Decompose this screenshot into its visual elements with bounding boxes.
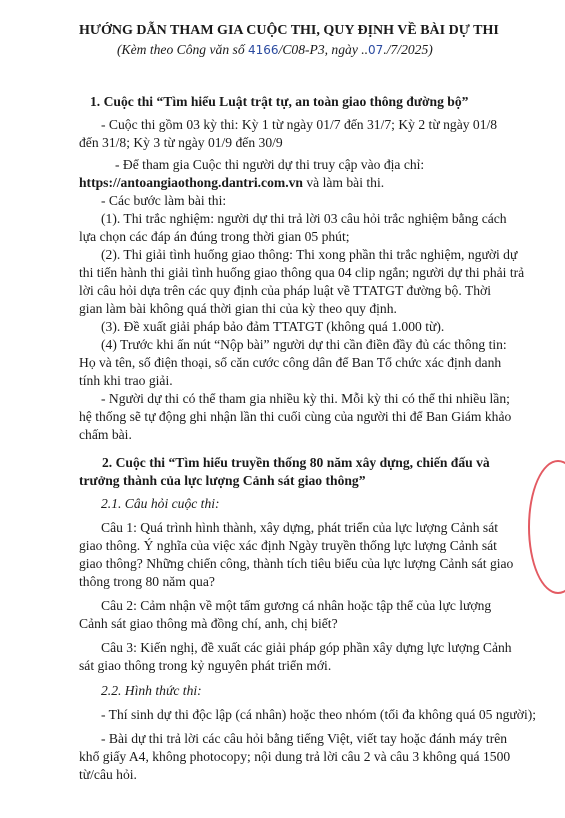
form-line: từ/câu hỏi. [79,767,137,782]
section1-line: gian làm bài không quá thời gian thi của kỳ theo quy định. [79,301,397,316]
question-line: giao thông? Những chiến công, thành tích tiêu biểu của lực lượng Cảnh sát giao [79,556,514,571]
section1-line: - Cuộc thi gồm 03 kỳ thi: Kỳ 1 từ ngày 01/7 đến 31/7; Kỳ 2 từ ngày 01/8 [101,117,498,132]
section1-url-suffix: và làm bài thi. [306,175,385,190]
section1-line: chấm bài. [79,427,132,442]
form-line: khổ giấy A4, không photocopy; nội dung trả lời câu 2 và câu 3 không quá 1500 [79,749,511,764]
question-line: Cảnh sát giao thông mà đồng chí, anh, chị biết? [79,616,338,631]
subtitle-prefix: (Kèm theo Công văn số [117,42,249,57]
section2-heading: 2. Cuộc thi “Tìm hiểu truyền thống 80 năm xây dựng, chiến đấu và [102,455,490,470]
question-line: thông trong 80 năm qua? [79,574,215,589]
section2-subheading: 2.1. Câu hỏi cuộc thi: [101,496,220,511]
form-line: - Thí sinh dự thi độc lập (cá nhân) hoặc theo nhóm (tối đa không quá 05 người); [101,707,537,722]
section1-line: hệ thống sẽ tự động ghi nhận lần thi cuối cùng của người thi để Ban Giám khảo [79,409,512,424]
section1-line: Họ và tên, số điện thoại, số căn cước công dân để Ban Tổ chức xác định danh [79,355,502,370]
section1-line: (3). Đề xuất giải pháp bảo đảm TTATGT (không quá 1.000 từ). [101,319,445,334]
subtitle-suffix: ./7/2025) [383,42,433,57]
section2-subheading: 2.2. Hình thức thi: [101,683,202,698]
section1-line: - Để tham gia Cuộc thi người dự thi truy cập vào địa chỉ: [115,157,425,172]
section1-heading: 1. Cuộc thi “Tìm hiểu Luật trật tự, an toàn giao thông đường bộ” [90,94,469,109]
document-title: HƯỚNG DẪN THAM GIA CUỘC THI, QUY ĐỊNH VỀ BÀI DỰ THI [79,23,499,38]
document-subtitle [117,42,433,58]
section1-line: - Người dự thi có thể tham gia nhiều kỳ thi. Mỗi kỳ thi có thể thi nhiều lần; [101,391,510,406]
section1-line: (1). Thi trắc nghiệm: người dự thi trả lời 03 câu hỏi trắc nghiệm bằng cách [101,211,507,226]
contest-url[interactable]: https://antoangiaothong.dantri.com.vn [79,175,303,190]
section1-url-line [79,175,384,191]
subtitle-mid: /C08-P3, ngày .. [278,42,369,57]
section1-line: thi tiến hành thi giải tình huống giao thông qua 04 clip ngắn; người dự thi phải trả [79,265,525,280]
question-line: Câu 3: Kiến nghị, đề xuất các giải pháp góp phần xây dựng lực lượng Cảnh [101,640,512,655]
section1-line: lời câu hỏi dựa trên các quy định của pháp luật về TTATGT đường bộ. Thời [79,283,491,298]
question-line: giao thông. Ý nghĩa của việc xác định Ngày truyền thống lực lượng Cảnh sát [79,538,497,553]
section1-line: (4) Trước khi ấn nút “Nộp bài” người dự thi cần điền đầy đủ các thông tin: [101,337,507,352]
handwritten-day: 07 [368,43,384,57]
handwritten-doc-number: 4166 [248,43,279,57]
question-line: Câu 1: Quá trình hình thành, xây dựng, phát triển của lực lượng Cảnh sát [101,520,498,535]
section1-line: - Các bước làm bài thi: [101,193,227,208]
question-line: sát giao thông trong kỷ nguyên phát triển mới. [79,658,332,673]
section2-heading: trưởng thành của lực lượng Cảnh sát giao thông” [79,473,366,488]
section1-line: lựa chọn các đáp án đúng trong thời gian 05 phút; [79,229,350,244]
section1-line: (2). Thi giải tình huống giao thông: Thi xong phần thi trắc nghiệm, người dự [101,247,518,262]
form-line: - Bài dự thi trả lời các câu hỏi bằng tiếng Việt, viết tay hoặc đánh máy trên [101,731,508,746]
section1-line: đến 31/8; Kỳ 3 từ ngày 01/9 đến 30/9 [79,135,283,150]
question-line: Câu 2: Cảm nhận về một tấm gương cá nhân hoặc tập thể của lực lượng [101,598,492,613]
section1-line: tính khi trao giải. [79,373,173,388]
official-seal-stamp [528,460,565,594]
